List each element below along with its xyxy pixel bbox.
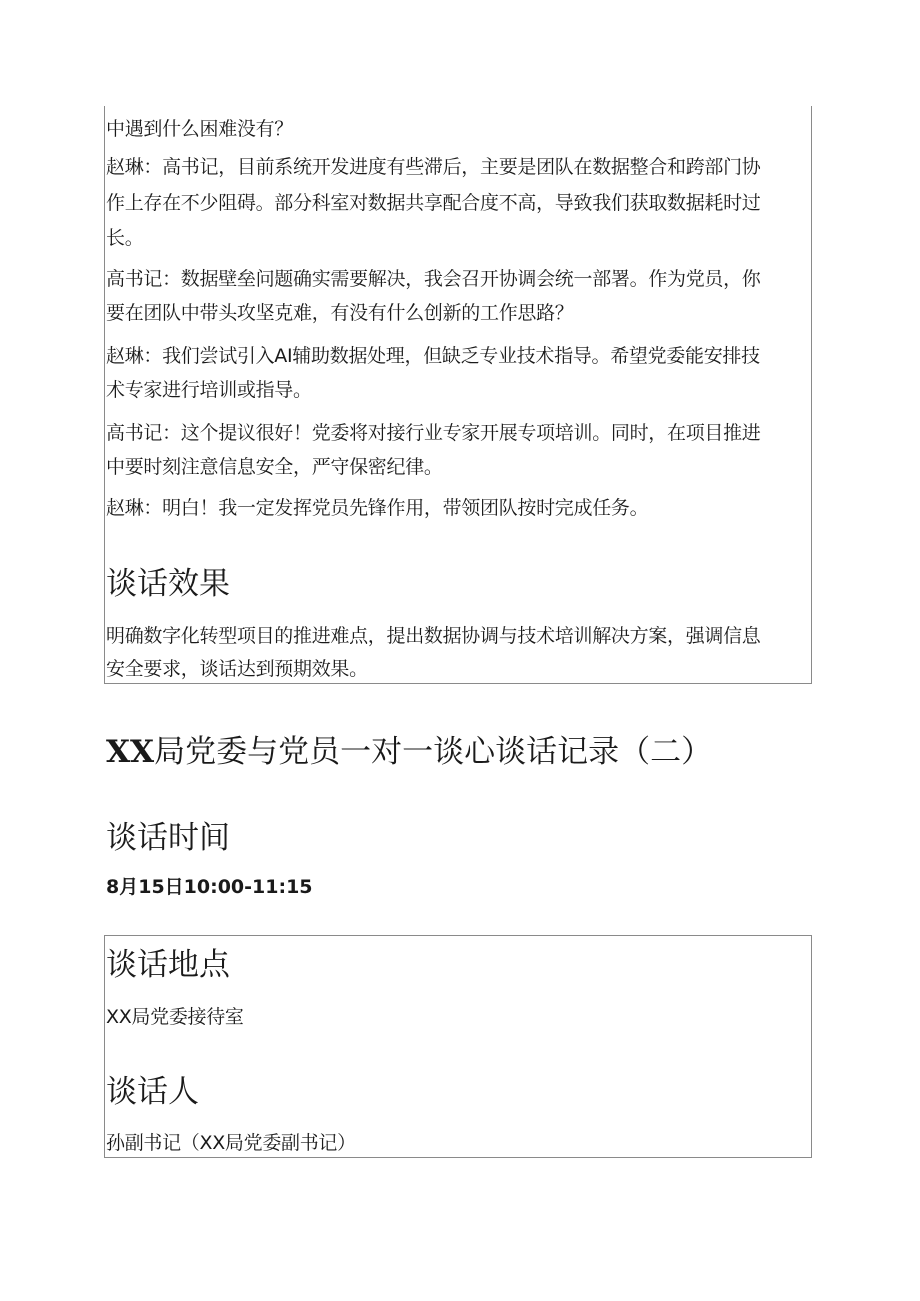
effect-line: 安全要求，谈话达到预期效果。	[106, 658, 368, 680]
dialogue-line: 高书记：这个提议很好！党委将对接行业专家开展专项培训。同时，在项目推进	[106, 422, 761, 444]
location-value: XX局党委接待室	[106, 1006, 244, 1028]
dialogue-line: 赵琳：明白！我一定发挥党员先锋作用，带领团队按时完成任务。	[106, 497, 649, 519]
dialogue-line: 赵琳：我们尝试引入AI辅助数据处理，但缺乏专业技术指导。希望党委能安排技	[106, 345, 760, 367]
dialogue-line: 中要时刻注意信息安全，严守保密纪律。	[106, 456, 443, 478]
dialogue-line: 中遇到什么困难没有？	[106, 118, 294, 140]
effect-heading: 谈话效果	[106, 566, 230, 602]
dialogue-line: 要在团队中带头攻坚克难，有没有什么创新的工作思路？	[106, 302, 574, 324]
record-title	[106, 730, 712, 774]
effect-line: 明确数字化转型项目的推进难点，提出数据协调与技术培训解决方案，强调信息	[106, 625, 761, 647]
dialogue-line: 长。	[106, 227, 144, 249]
speaker-heading: 谈话人	[106, 1074, 199, 1110]
time-heading: 谈话时间	[106, 820, 230, 856]
dialogue-line: 高书记：数据壁垒问题确实需要解决，我会召开协调会统一部署。作为党员，你	[106, 268, 761, 290]
record-title-prefix: XX	[106, 734, 155, 770]
location-heading: 谈话地点	[106, 947, 230, 983]
dialogue-line: 赵琳：高书记，目前系统开发进度有些滞后，主要是团队在数据整合和跨部门协	[106, 156, 761, 178]
dialogue-line: 作上存在不少阻碍。部分科室对数据共享配合度不高，导致我们获取数据耗时过	[106, 192, 761, 214]
time-value: 8月15日10:00-11:15	[106, 876, 313, 898]
speaker-value: 孙副书记（XX局党委副书记）	[106, 1132, 356, 1154]
dialogue-line: 术专家进行培训或指导。	[106, 379, 312, 401]
record-title-text: 局党委与党员一对一谈心谈话记录（二）	[154, 734, 713, 770]
